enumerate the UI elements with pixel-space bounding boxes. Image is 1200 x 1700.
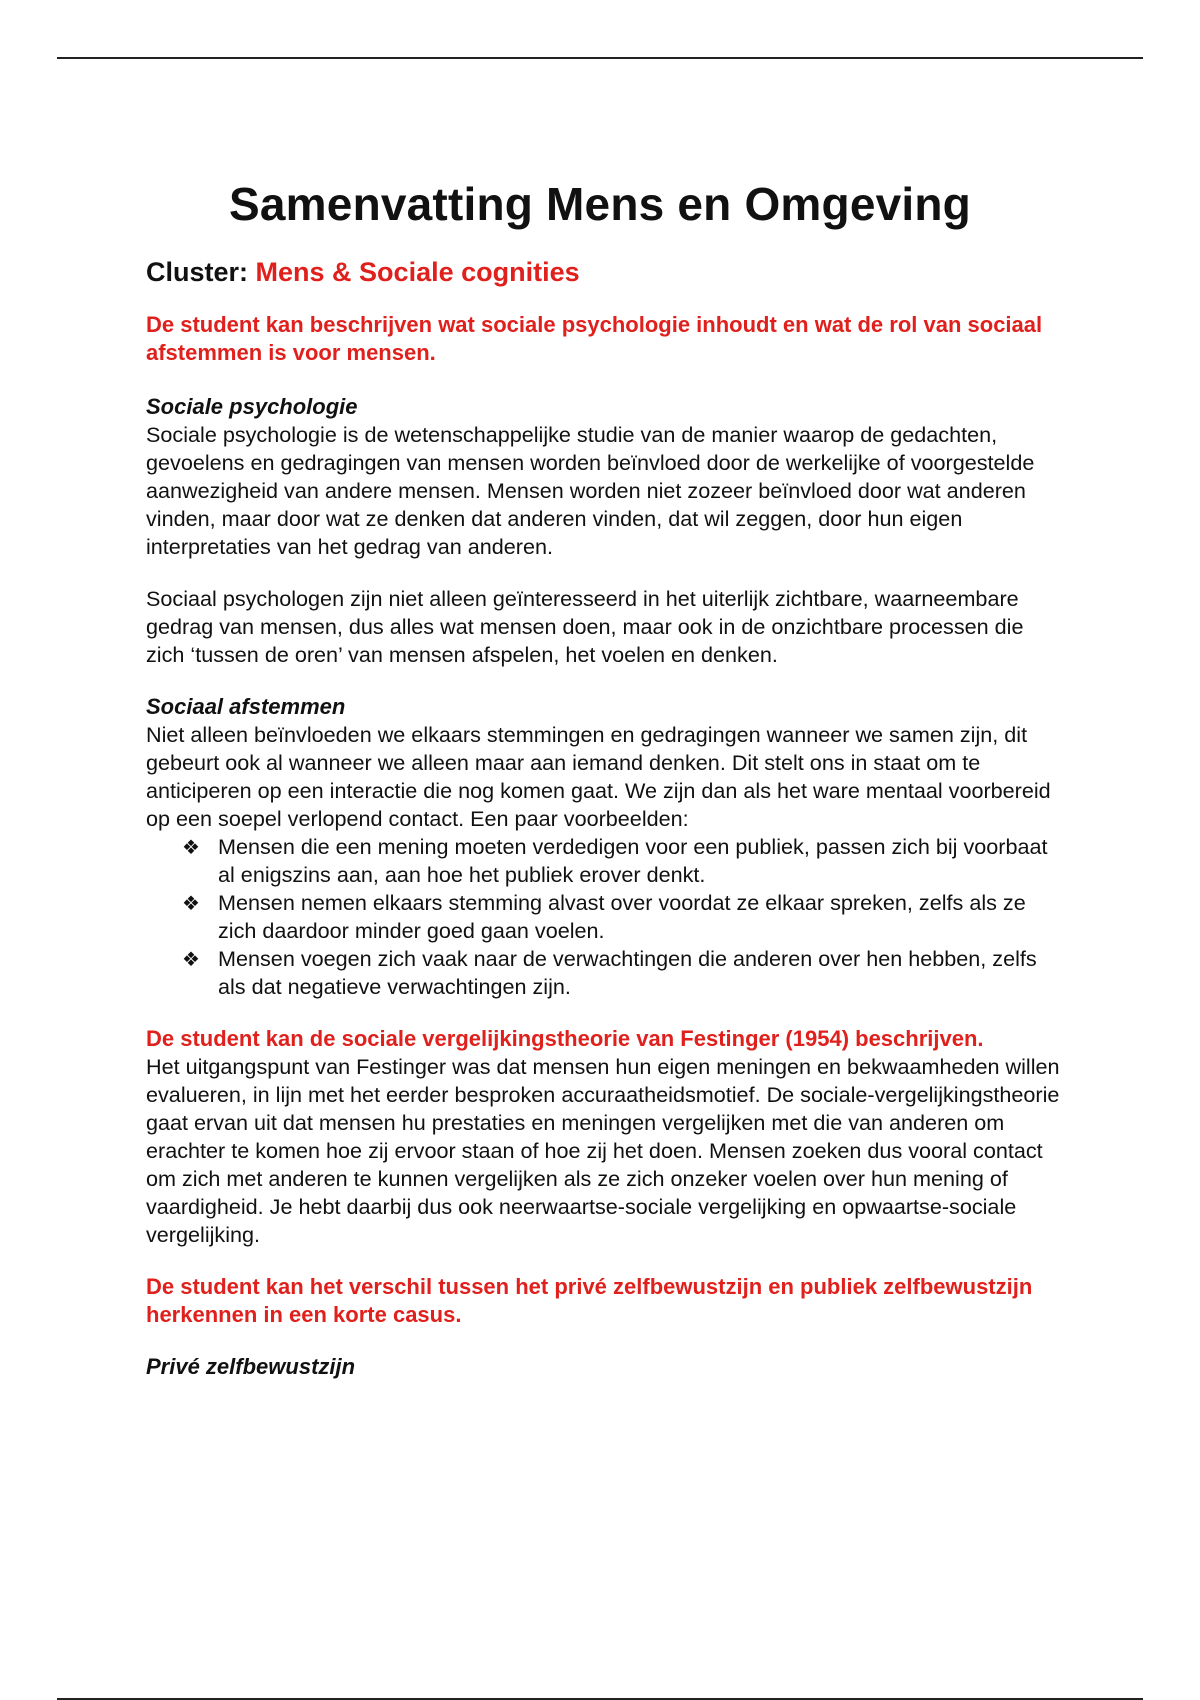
document-page	[146, 175, 1066, 1381]
list-item	[182, 945, 1066, 1001]
learning-objective-1: De student kan beschrijven wat sociale psychologie inhoudt en wat de rol van sociaal afstemmen is voor mensen.	[146, 312, 1043, 365]
top-rule	[57, 57, 1143, 59]
list-item	[182, 889, 1066, 945]
examples-list	[146, 833, 1066, 1001]
list-item-text: Mensen nemen elkaars stemming alvast over voordat ze elkaar spreken, zelfs als ze zich daardoor minder goed gaan voelen.	[218, 890, 1026, 943]
heading-prive-zelfbewustzijn: Privé zelfbewustzijn	[146, 1354, 356, 1379]
diamond-bullet-icon: ❖	[182, 947, 200, 971]
cluster-label: Cluster:	[146, 257, 249, 287]
document-title: Samenvatting Mens en Omgeving	[229, 178, 971, 230]
learning-objective-3: De student kan het verschil tussen het privé zelfbewustzijn en publiek zelfbewustzijn herkennen in een korte casus.	[146, 1274, 1033, 1327]
heading-sociaal-afstemmen: Sociaal afstemmen	[146, 694, 346, 719]
list-item	[182, 833, 1066, 889]
diamond-bullet-icon: ❖	[182, 891, 200, 915]
cluster-line	[146, 255, 1066, 289]
heading-sociale-psychologie: Sociale psychologie	[146, 394, 358, 419]
paragraph-sociaal-afstemmen: Niet alleen beïnvloeden we elkaars stemmingen en gedragingen wanneer we samen zijn, dit gebeurt ook al wanneer we alleen maar aan iemand denken. Dit stelt ons in staat om te anticiperen op een interactie die nog komen gaat. We zijn dan als het ware mentaal voorbereid op een soepel verlopend contact. Een paar voorbeelden:	[146, 722, 1051, 831]
list-item-text: Mensen die een mening moeten verdedigen voor een publiek, passen zich bij voorbaat al enigszins aan, aan hoe het publiek erover denkt.	[218, 834, 1048, 887]
paragraph-festinger: Het uitgangspunt van Festinger was dat mensen hun eigen meningen en bekwaamheden willen evalueren, in lijn met het eerder besproken accuraatheidsmotief. De sociale-vergelijkingstheorie gaat ervan uit dat mensen hu prestaties en meningen vergelijken met die van anderen om erachter te komen hoe zij ervoor staan of hoe zij het doen. Mensen zoeken dus vooral contact om zich met anderen te kunnen vergelijken als ze zich onzeker voelen over hun mening of vaardigheid. Je hebt daarbij dus ook neerwaartse-sociale vergelijking en opwaartse-sociale vergelijking.	[146, 1054, 1060, 1247]
paragraph-sociale-psychologie-1: Sociale psychologie is de wetenschappelijke studie van de manier waarop de gedachten, gevoelens en gedragingen van mensen worden beïnvloed door de werkelijke of voorgestelde aanwezigheid van andere mensen. Mensen worden niet zozeer beïnvloed door wat anderen vinden, maar door wat ze denken dat anderen vinden, dat wil zeggen, door hun eigen interpretaties van het gedrag van anderen.	[146, 422, 1035, 559]
cluster-value: Mens & Sociale cognities	[255, 257, 580, 287]
diamond-bullet-icon: ❖	[182, 835, 200, 859]
paragraph-sociale-psychologie-2: Sociaal psychologen zijn niet alleen geïnteresseerd in het uiterlijk zichtbare, waarneembare gedrag van mensen, dus alles wat mensen doen, maar ook in de onzichtbare processen die zich ‘tussen de oren’ van mensen afspelen, het voelen en denken.	[146, 586, 1024, 667]
learning-objective-2: De student kan de sociale vergelijkingstheorie van Festinger (1954) beschrijven.	[146, 1026, 984, 1051]
list-item-text: Mensen voegen zich vaak naar de verwachtingen die anderen over hen hebben, zelfs als dat negatieve verwachtingen zijn.	[218, 946, 1037, 999]
